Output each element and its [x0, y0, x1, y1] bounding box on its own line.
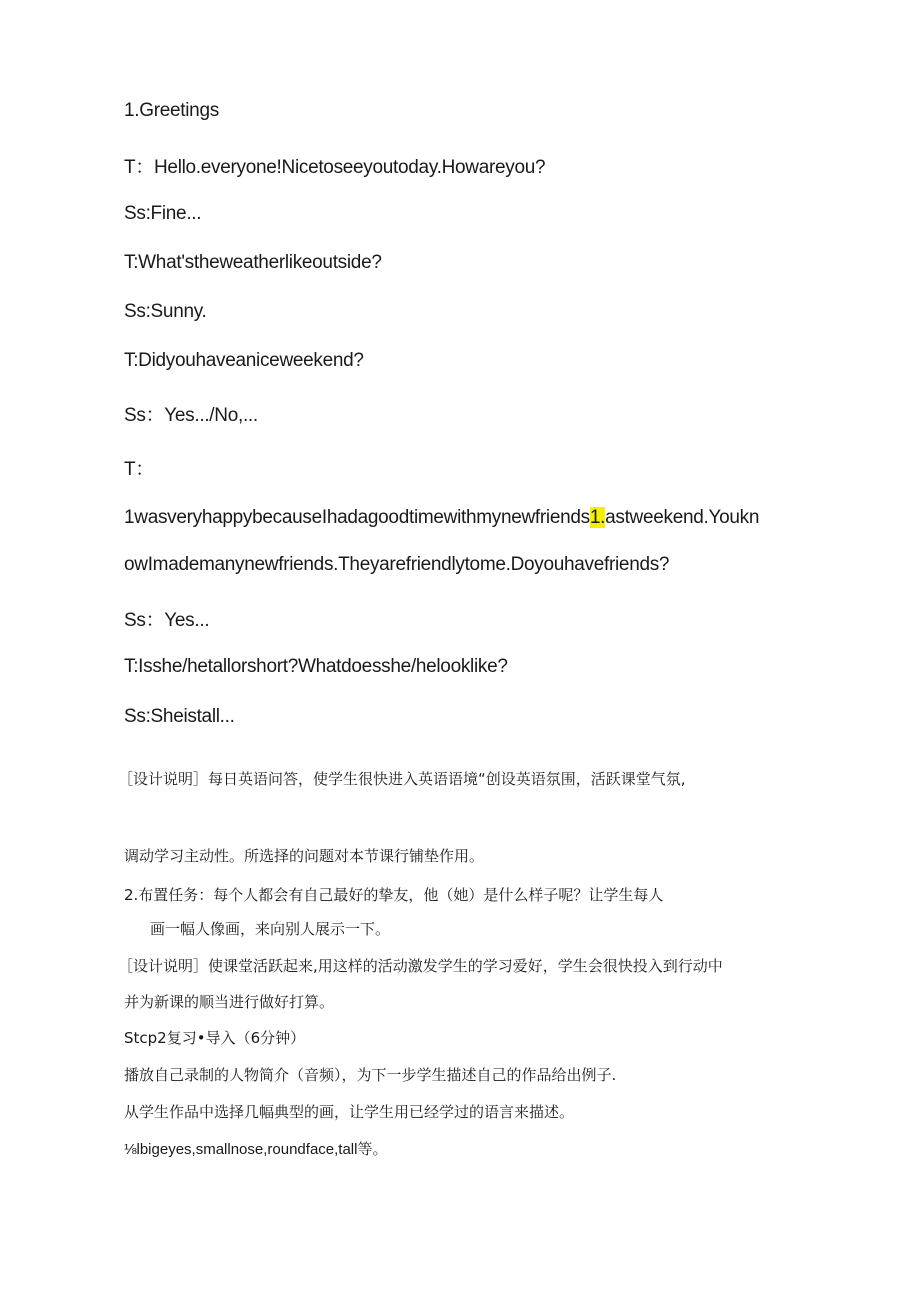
students-line-5: Ss:Sheistall... [124, 706, 235, 727]
step2-line-3: ⅛lbigeyes,smallnose,roundface,tall等。 [124, 1141, 388, 1158]
teacher-line-4-part2: owImademanynewfriends.Theyarefriendlytome.Doyouhavefriends? [124, 554, 670, 575]
teacher-line-4-part1 [124, 507, 759, 529]
teacher-line-3: T:Didyouhaveaniceweekend? [124, 350, 364, 371]
teacher-line-1: T：Hello.everyone!Nicetoseeyoutoday.Howareyou? [124, 157, 546, 178]
design-note-1-line-1: ［设计说明］每日英语问答，使学生很快进入英语语境“创设英语氛围，活跃课堂气氛, [118, 770, 686, 788]
design-note-2-line-2: 并为新课的顺当进行做好打算。 [124, 993, 335, 1011]
students-line-2: Ss:Sunny. [124, 301, 207, 322]
step2-heading: Stcp2复习•导入（6分钟） [124, 1029, 306, 1047]
students-line-1: Ss:Fine... [124, 203, 202, 224]
highlighted-text: 1. [589, 507, 606, 528]
greetings-heading: 1.Greetings [124, 100, 219, 121]
step2-line-2: 从学生作品中选择几幅典型的画，让学生用已经学过的语言来描述。 [124, 1103, 575, 1121]
task-line-2: 画一幅人像画，来向别人展示一下。 [150, 920, 391, 938]
teacher-line-4-text-a: 1wasveryhappybecauseIhadagoodtimewithmynewfriends [124, 507, 590, 528]
students-line-3: Ss：Yes.../No,... [124, 405, 258, 426]
step2-line-1: 播放自己录制的人物简介（音频），为下一步学生描述自己的作品给出例子. [124, 1066, 617, 1084]
teacher-line-2: T:What'stheweatherlikeoutside? [124, 252, 382, 273]
teacher-line-5: T:Isshe/hetallorshort?Whatdoesshe/helooklike? [124, 656, 508, 677]
students-line-4: Ss：Yes... [124, 610, 210, 631]
design-note-1-line-2: 调动学习主动性。所选择的问题对本节课行铺垫作用。 [124, 847, 485, 865]
teacher-line-4-text-b: astweekend.Youkn [605, 507, 760, 528]
task-line-1: 2.布置任务：每个人都会有自己最好的挚友，他（她）是什么样子呢？让学生每人 [124, 886, 664, 904]
teacher-speaker-4: T： [124, 459, 155, 480]
design-note-2-line-1: ［设计说明］使课堂活跃起来,用这样的活动激发学生的学习爱好，学生会很快投入到行动中 [118, 957, 723, 975]
